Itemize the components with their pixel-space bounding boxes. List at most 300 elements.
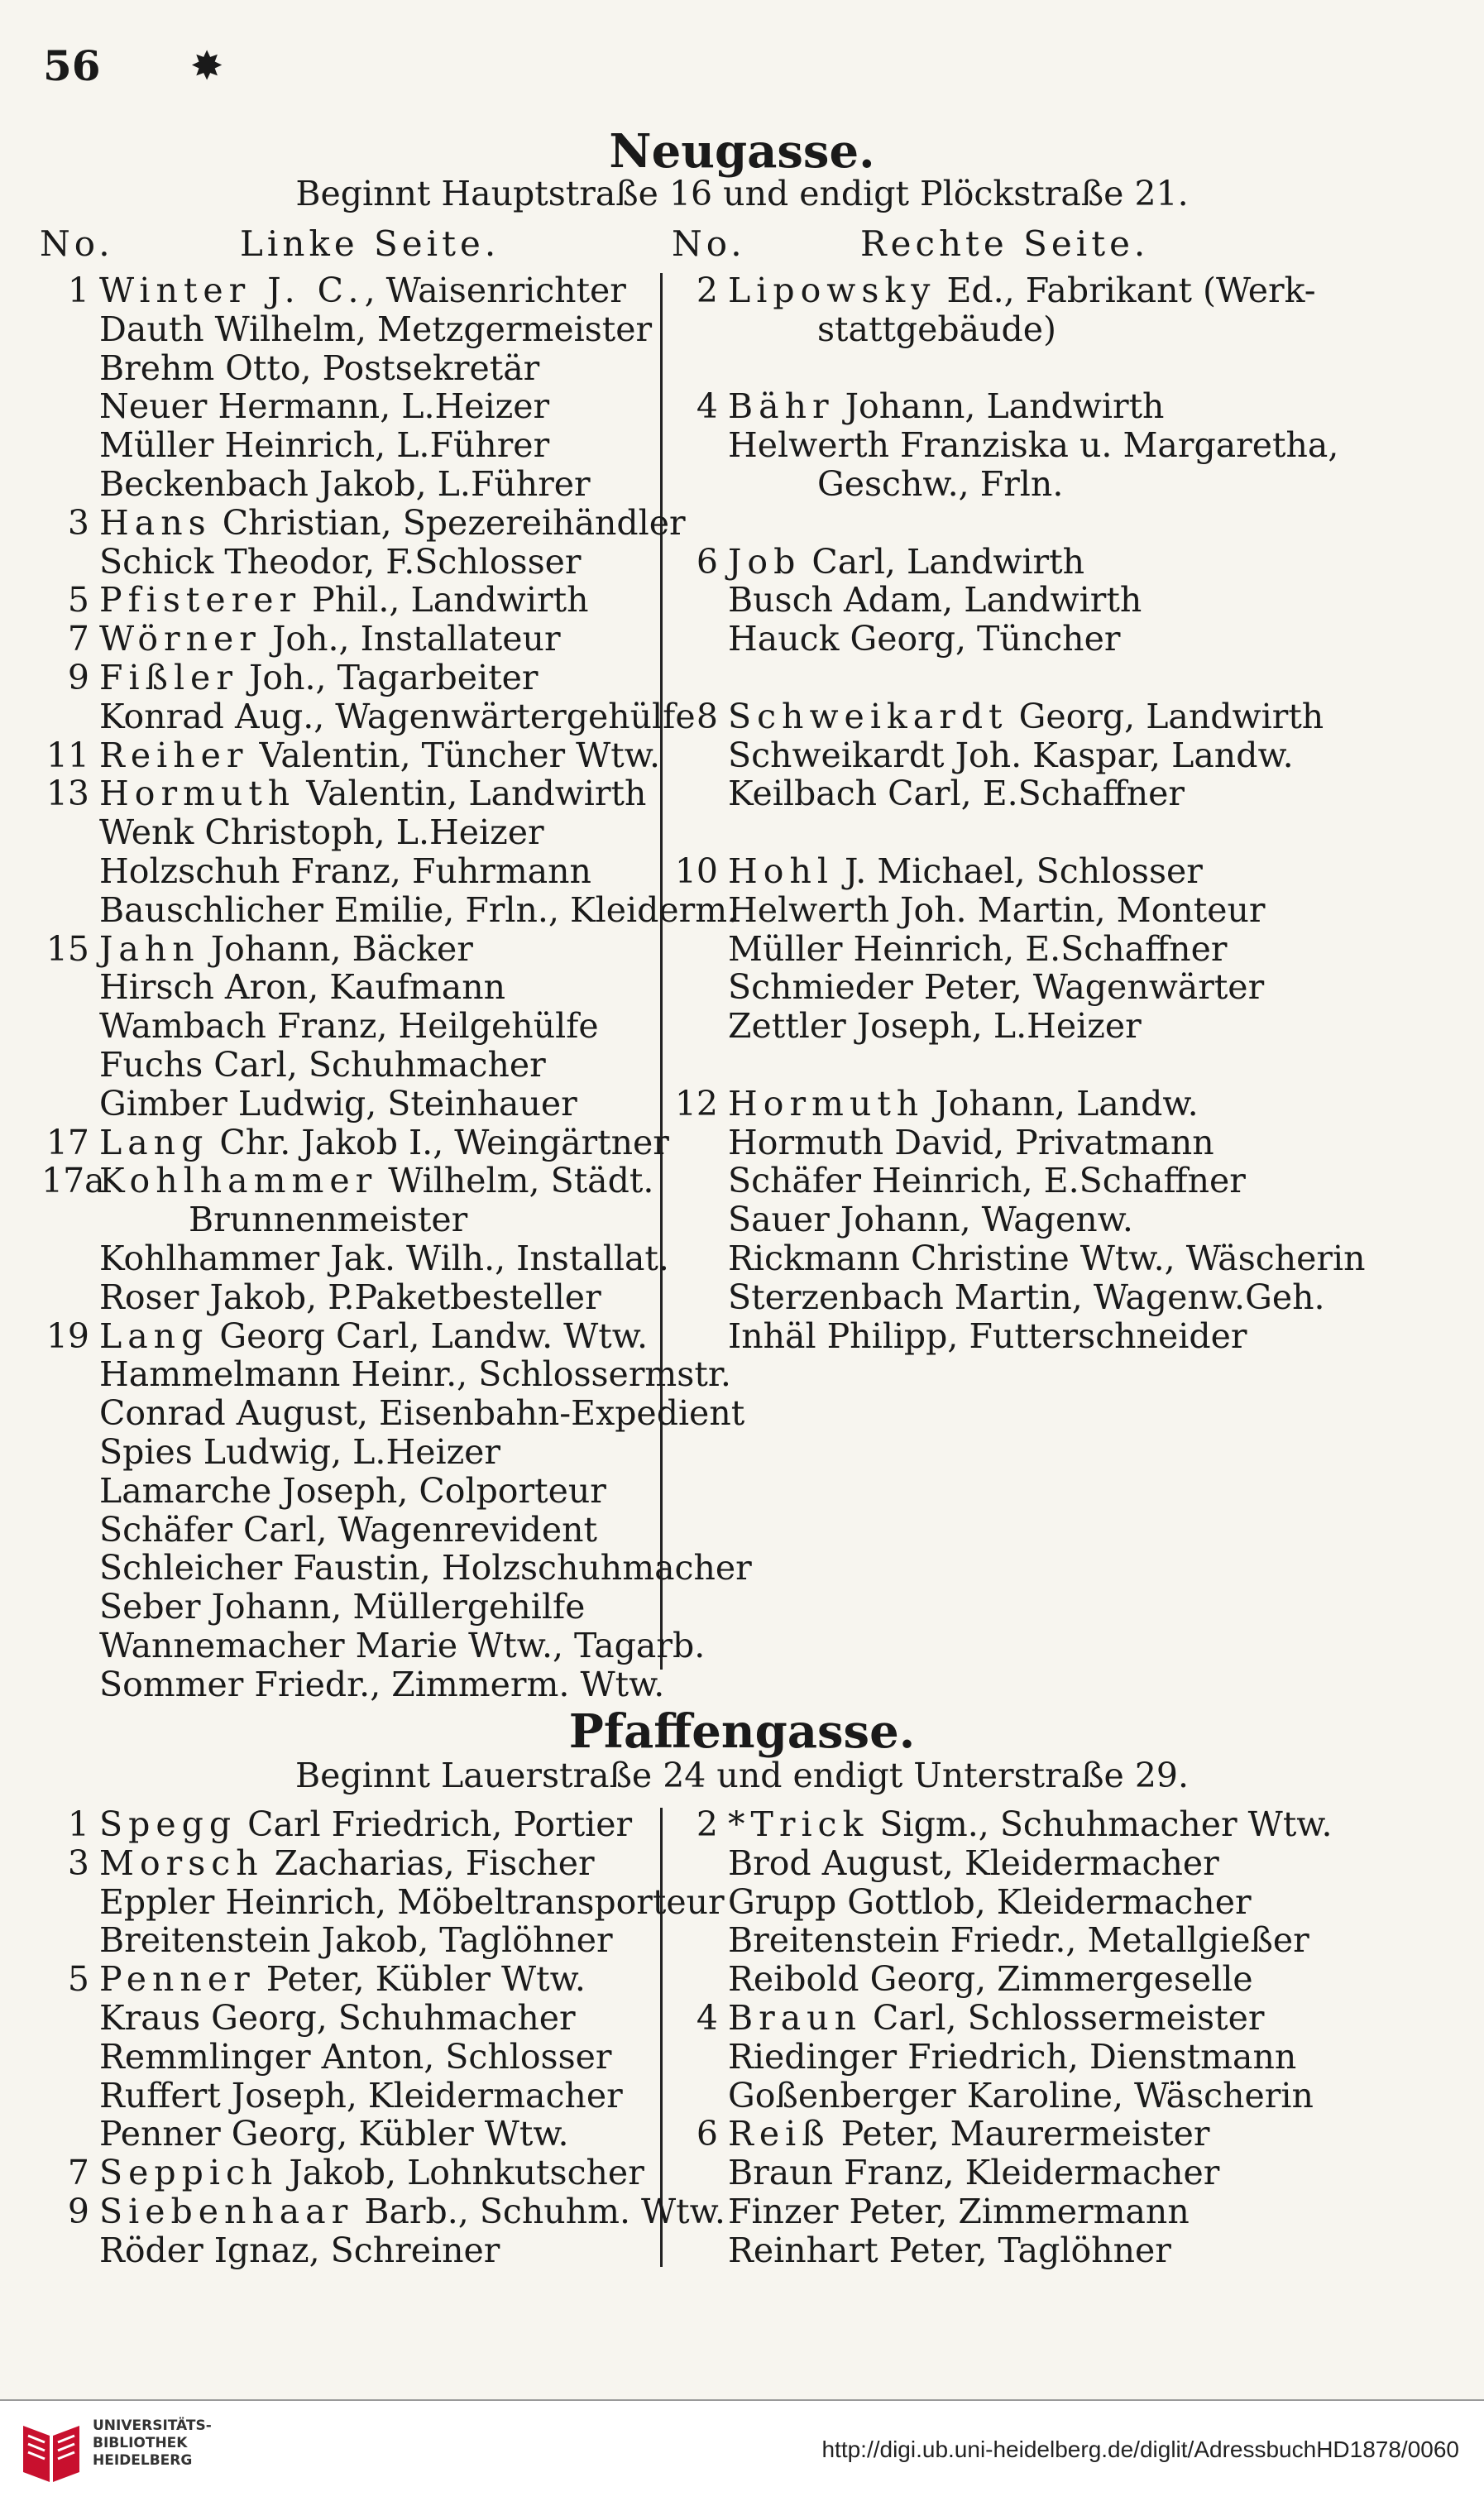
entry-row — [670, 891, 1366, 930]
resident-entry — [718, 387, 1164, 426]
owner-name: Reiher — [99, 735, 249, 775]
resident-entry — [89, 504, 686, 543]
resident-details: Geschw., Frln. — [817, 463, 1064, 504]
entry-row — [41, 310, 752, 349]
house-number: 10 — [674, 851, 718, 891]
resident-details: Wambach Franz, Heilgehülfe — [99, 1006, 599, 1047]
owner-name: Hormuth — [728, 1083, 925, 1124]
owner-name: *Trick — [728, 1804, 869, 1844]
resident-entry — [89, 271, 626, 310]
resident-details: Müller Heinrich, E.Schaffner — [728, 928, 1228, 969]
resident-entry — [89, 620, 561, 659]
house-number: 6 — [696, 541, 718, 582]
owner-name: Spegg — [99, 1804, 237, 1844]
resident-entry — [718, 1921, 1309, 1960]
resident-entry — [89, 1665, 664, 1704]
resident-details: Busch Adam, Landwirth — [728, 580, 1142, 621]
house-number — [41, 2115, 89, 2154]
house-number — [670, 968, 718, 1007]
resident-entry — [89, 1278, 601, 1317]
entry-row — [670, 930, 1366, 969]
entry-row — [670, 1960, 1333, 1999]
ornament-icon: ✸ — [190, 43, 224, 89]
owner-name: Siebenhaar — [99, 2191, 354, 2231]
entry-row — [670, 2192, 1333, 2231]
entry-row — [41, 1665, 752, 1704]
entry-row — [670, 697, 1366, 736]
pfaffengasse-left-list — [41, 1805, 725, 2270]
house-number — [670, 581, 718, 620]
house-number — [41, 1472, 89, 1511]
resident-details: stattgebäude) — [817, 309, 1057, 349]
resident-entry — [89, 1046, 546, 1085]
entry-row — [41, 930, 752, 969]
resident-details: Holzschuh Franz, Fuhrmann — [99, 851, 591, 891]
resident-entry — [89, 1883, 725, 1922]
house-number — [670, 1046, 718, 1085]
resident-entry — [718, 1999, 1264, 2038]
owner-name: Seppich — [99, 2153, 279, 2193]
house-number — [670, 2192, 718, 2231]
house-number — [41, 310, 89, 349]
resident-entry — [718, 581, 1142, 620]
resident-details: Reinhart Peter, Taglöhner — [728, 2230, 1171, 2270]
resident-entry — [89, 774, 646, 813]
entry-row — [41, 504, 752, 543]
resident-entry — [718, 504, 728, 543]
resident-entry — [89, 426, 549, 465]
house-number — [41, 1085, 89, 1124]
resident-entry — [89, 2115, 569, 2154]
resident-entry — [89, 1162, 653, 1200]
house-number — [670, 1124, 718, 1162]
house-number — [41, 1627, 89, 1665]
house-number: 19 — [45, 1315, 89, 1356]
resident-details: Goßenberger Karoline, Wäscherin — [728, 2075, 1314, 2115]
resident-details: Kohlhammer Jak. Wilh., Installat. — [99, 1238, 669, 1278]
resident-details: Phil., Landwirth — [301, 580, 589, 621]
resident-entry — [718, 968, 1264, 1007]
entry-row — [41, 271, 752, 310]
resident-entry — [718, 1200, 1133, 1239]
resident-entry — [89, 1239, 669, 1278]
entry-row — [670, 387, 1366, 426]
resident-details: Sterzenbach Martin, Wagenw.Geh. — [728, 1277, 1325, 1317]
resident-entry — [89, 852, 591, 891]
resident-entry — [89, 1355, 731, 1394]
entry-row — [41, 581, 752, 620]
owner-name: Penner — [99, 1959, 256, 2000]
resident-entry — [718, 1046, 728, 1085]
resident-entry — [718, 271, 1316, 310]
resident-details: Wannemacher Marie Wtw., Tagarb. — [99, 1625, 706, 1665]
entry-row — [670, 1162, 1366, 1200]
resident-entry — [89, 1844, 595, 1883]
resident-entry — [89, 1511, 597, 1550]
owner-name: Lipowsky — [728, 271, 936, 310]
resident-entry — [89, 465, 591, 504]
resident-details: Eppler Heinrich, Möbeltransporteur — [99, 1881, 725, 1922]
resident-details: Helwerth Joh. Martin, Monteur — [728, 889, 1266, 930]
resident-details: Breitenstein Jakob, Taglöhner — [99, 1920, 613, 1961]
resident-entry — [89, 1472, 606, 1511]
column-header-left-side: Linke Seite. — [240, 223, 500, 264]
owner-name: Hans — [99, 502, 212, 543]
resident-entry — [718, 1805, 1333, 1844]
footer-divider — [0, 2399, 1484, 2401]
resident-details: Hauck Georg, Tüncher — [728, 619, 1121, 659]
resident-details: Valentin, Tüncher Wtw. — [248, 735, 660, 775]
entry-row — [670, 659, 1366, 697]
entry-row — [41, 1433, 752, 1472]
resident-details: Carl Friedrich, Portier — [237, 1804, 633, 1844]
entry-row — [670, 1921, 1333, 1960]
resident-details: Carl, Landwirth — [801, 541, 1085, 582]
resident-entry — [89, 1085, 577, 1124]
entry-row — [41, 736, 752, 775]
owner-name: Jahn — [99, 928, 200, 969]
house-number — [41, 1394, 89, 1433]
resident-entry — [89, 581, 588, 620]
resident-entry — [89, 1317, 648, 1356]
resident-details: Riedinger Friedrich, Dienstmann — [728, 2036, 1297, 2077]
entry-row — [41, 426, 752, 465]
entry-row — [670, 1200, 1366, 1239]
entry-row — [41, 349, 752, 388]
resident-entry — [718, 1162, 1246, 1200]
entry-row — [41, 813, 752, 852]
entry-row — [41, 697, 752, 736]
section-title-neugasse: Neugasse. — [609, 124, 875, 179]
resident-entry — [718, 2231, 1171, 2270]
entry-row — [670, 2154, 1333, 2192]
entry-row — [41, 1999, 725, 2038]
entry-row — [41, 1007, 752, 1046]
resident-details: Konrad Aug., Wagenwärtergehülfe — [99, 696, 696, 736]
entry-row — [41, 1085, 752, 1124]
house-number — [41, 2231, 89, 2270]
resident-entry — [718, 891, 1266, 930]
entry-row — [41, 2192, 725, 2231]
resident-details: Röder Ignaz, Schreiner — [99, 2230, 500, 2270]
owner-name: Reiß — [728, 2114, 831, 2154]
house-number: 6 — [696, 2114, 718, 2154]
resident-details: Hirsch Aron, Kaufmann — [99, 967, 506, 1008]
entry-row — [41, 1124, 752, 1162]
resident-details: Brunnenmeister — [189, 1200, 468, 1240]
section-subtitle-neugasse: Beginnt Hauptstraße 16 und endigt Plöckstraße 21. — [295, 174, 1189, 213]
entry-row — [41, 1162, 752, 1200]
resident-entry — [718, 2154, 1219, 2192]
entry-row — [41, 2115, 725, 2154]
house-number: 17a — [41, 1161, 105, 1201]
library-logo-icon — [17, 2417, 86, 2487]
resident-entry — [718, 426, 1338, 465]
entry-row — [41, 1883, 725, 1922]
resident-entry — [718, 930, 1227, 969]
resident-details: Dauth Wilhelm, Metzgermeister — [99, 309, 653, 349]
resident-details: Roser Jakob, P.Paketbesteller — [99, 1277, 601, 1317]
house-number — [670, 1960, 718, 1999]
resident-entry — [89, 930, 473, 969]
resident-details: Joh., Installateur — [261, 619, 561, 659]
resident-entry — [89, 659, 538, 697]
resident-details: Joh., Tagarbeiter — [237, 657, 539, 697]
entry-row — [41, 891, 752, 930]
owner-name: Wörner — [99, 619, 261, 659]
resident-entry — [89, 697, 696, 736]
house-number — [670, 1921, 718, 1960]
house-number — [41, 1278, 89, 1317]
entry-row — [670, 1805, 1333, 1844]
house-number — [41, 697, 89, 736]
resident-details: Sigm., Schuhmacher Wtw. — [869, 1804, 1333, 1844]
resident-entry — [89, 2192, 725, 2231]
entry-row — [670, 1317, 1366, 1356]
house-number — [670, 1844, 718, 1883]
resident-details: Wenk Christoph, L.Heizer — [99, 812, 544, 853]
house-number — [41, 891, 89, 930]
entry-row — [670, 465, 1366, 504]
resident-details: Brod August, Kleidermacher — [728, 1842, 1219, 1883]
resident-entry — [89, 1007, 599, 1046]
entry-row — [41, 1394, 752, 1433]
owner-name: Lang — [99, 1122, 209, 1162]
house-number — [41, 1239, 89, 1278]
resident-entry — [718, 1883, 1252, 1922]
house-number — [670, 659, 718, 697]
resident-entry — [89, 2077, 623, 2115]
owner-name: Hohl — [728, 851, 834, 891]
entry-row — [670, 1883, 1333, 1922]
entry-row — [670, 504, 1366, 543]
resident-details: Georg, Landwirth — [1008, 696, 1324, 736]
entry-row — [41, 1511, 752, 1550]
entry-row — [670, 426, 1366, 465]
resident-entry — [718, 774, 1185, 813]
resident-details: Hormuth David, Privatmann — [728, 1122, 1214, 1162]
resident-details: Ed., Fabrikant (Werk- — [936, 271, 1316, 310]
owner-name: Schweikardt — [728, 696, 1008, 736]
house-number — [41, 1433, 89, 1472]
house-number — [41, 2077, 89, 2115]
entry-row — [41, 2154, 725, 2192]
resident-entry — [89, 1999, 576, 2038]
house-number — [41, 1549, 89, 1588]
logo-line: BIBLIOTHEK — [93, 2435, 188, 2451]
resident-entry — [89, 1805, 632, 1844]
entry-row — [670, 1007, 1366, 1046]
entry-row — [41, 1046, 752, 1085]
house-number: 4 — [696, 386, 718, 427]
resident-entry — [89, 1200, 467, 1239]
neugasse-left-list — [41, 271, 752, 1703]
house-number — [41, 349, 89, 388]
entry-row — [41, 2038, 725, 2077]
entry-row — [41, 1960, 725, 1999]
house-number — [670, 349, 718, 388]
resident-entry — [718, 736, 1294, 775]
resident-entry — [89, 1124, 669, 1162]
entry-row — [670, 968, 1366, 1007]
resident-entry — [89, 1960, 586, 1999]
house-number: 3 — [67, 1842, 89, 1883]
resident-entry — [89, 387, 549, 426]
resident-details: Johann, Landwirth — [834, 386, 1165, 427]
resident-details: Barb., Schuhm. Wtw. — [353, 2191, 725, 2231]
house-number — [41, 1921, 89, 1960]
resident-entry — [718, 310, 1056, 349]
house-number — [670, 2231, 718, 2270]
resident-details: Schick Theodor, F.Schlosser — [99, 541, 582, 582]
resident-details: Johann, Landw. — [924, 1083, 1199, 1124]
house-number: 4 — [696, 1997, 718, 2038]
house-number — [41, 852, 89, 891]
resident-details: Keilbach Carl, E.Schaffner — [728, 774, 1185, 814]
owner-name: Lang — [99, 1315, 209, 1356]
resident-details: Schäfer Carl, Wagenrevident — [99, 1509, 598, 1550]
source-url-link[interactable]: http://digi.ub.uni-heidelberg.de/diglit/AdressbuchHD1878/0060 — [821, 2437, 1459, 2462]
entry-row — [670, 2077, 1333, 2115]
entry-row — [41, 1239, 752, 1278]
resident-entry — [89, 736, 660, 775]
house-number — [670, 1200, 718, 1239]
house-number — [670, 736, 718, 775]
resident-details: Brehm Otto, Postsekretär — [99, 347, 540, 388]
house-number: 9 — [67, 657, 89, 697]
entry-row — [41, 2077, 725, 2115]
house-number: 1 — [67, 1804, 89, 1844]
house-number — [41, 1511, 89, 1550]
house-number — [41, 1200, 89, 1239]
house-number: 5 — [67, 580, 89, 621]
entry-row — [41, 1278, 752, 1317]
house-number: 3 — [67, 502, 89, 543]
house-number — [41, 426, 89, 465]
resident-details: Grupp Gottlob, Kleidermacher — [728, 1881, 1252, 1922]
house-number: 17 — [45, 1122, 89, 1162]
house-number: 2 — [696, 271, 718, 310]
entry-row — [670, 620, 1366, 659]
entry-row — [41, 774, 752, 813]
logo-line: UNIVERSITÄTS- — [93, 2417, 212, 2434]
resident-details: Sauer Johann, Wagenw. — [728, 1200, 1133, 1240]
entry-row — [41, 1627, 752, 1665]
entry-row — [670, 581, 1366, 620]
resident-details: Johann, Bäcker — [199, 928, 473, 969]
resident-details: Kraus Georg, Schuhmacher — [99, 1997, 576, 2038]
resident-details: Penner Georg, Kübler Wtw. — [99, 2114, 569, 2154]
resident-entry — [718, 659, 728, 697]
resident-entry — [718, 2115, 1210, 2154]
resident-details: Gimber Ludwig, Steinhauer — [99, 1083, 577, 1124]
resident-entry — [718, 2077, 1314, 2115]
entry-row — [41, 1921, 725, 1960]
house-number — [670, 465, 718, 504]
owner-name: Bähr — [728, 386, 835, 427]
resident-entry — [718, 1844, 1219, 1883]
house-number: 15 — [45, 928, 89, 969]
entry-row — [41, 968, 752, 1007]
column-header-no-left: No. — [40, 223, 114, 264]
resident-details: Schweikardt Joh. Kaspar, Landw. — [728, 735, 1294, 775]
resident-details: Jakob, Lohnkutscher — [278, 2153, 644, 2193]
resident-details: Neuer Hermann, L.Heizer — [99, 386, 550, 427]
pfaffengasse-right-list — [670, 1805, 1333, 2270]
resident-entry — [718, 813, 728, 852]
house-number — [670, 1278, 718, 1317]
resident-details: J. Michael, Schlosser — [833, 851, 1203, 891]
entry-row — [670, 2115, 1333, 2154]
resident-details: Christian, Spezereihändler — [211, 502, 686, 543]
entry-row — [670, 1046, 1366, 1085]
resident-entry — [89, 813, 544, 852]
house-number — [670, 2077, 718, 2115]
page-number: 56 — [43, 41, 101, 90]
resident-details: Bauschlicher Emilie, Frln., Kleiderm. — [99, 889, 739, 930]
entry-row — [670, 349, 1366, 388]
house-number: 2 — [696, 1804, 718, 1844]
owner-name: Job — [728, 541, 802, 582]
entry-row — [670, 774, 1366, 813]
house-number: 1 — [67, 271, 89, 310]
entry-row — [41, 1355, 752, 1394]
resident-entry — [718, 697, 1324, 736]
entry-row — [41, 1549, 752, 1588]
house-number — [670, 426, 718, 465]
resident-details: Beckenbach Jakob, L.Führer — [99, 463, 591, 504]
entry-row — [670, 813, 1366, 852]
resident-entry — [89, 1433, 500, 1472]
resident-entry — [718, 543, 1084, 582]
neugasse-right-list — [670, 271, 1366, 1355]
entry-row — [41, 1317, 752, 1356]
house-number — [670, 1239, 718, 1278]
resident-details: Zettler Joseph, L.Heizer — [728, 1006, 1142, 1047]
resident-details: Rickmann Christine Wtw., Wäscherin — [728, 1238, 1366, 1278]
column-header-right-side: Rechte Seite. — [860, 223, 1150, 264]
house-number — [41, 543, 89, 582]
entry-row — [41, 1588, 752, 1627]
entry-row — [41, 1844, 725, 1883]
resident-details: Schmieder Peter, Wagenwärter — [728, 967, 1265, 1008]
house-number — [670, 2038, 718, 2077]
resident-entry — [89, 2038, 612, 2077]
resident-details: Zacharias, Fischer — [263, 1842, 595, 1883]
entry-row — [41, 465, 752, 504]
entry-row — [670, 543, 1366, 582]
resident-details: Wilhelm, Städt. — [377, 1161, 654, 1201]
owner-name: Braun — [728, 1997, 862, 2038]
house-number — [41, 465, 89, 504]
entry-row — [41, 852, 752, 891]
resident-details: Inhäl Philipp, Futterschneider — [728, 1315, 1247, 1356]
resident-entry — [89, 349, 539, 388]
house-number: 7 — [67, 619, 89, 659]
entry-row — [41, 1472, 752, 1511]
house-number — [41, 1588, 89, 1627]
resident-details: Breitenstein Friedr., Metallgießer — [728, 1920, 1309, 1961]
resident-details: Spies Ludwig, L.Heizer — [99, 1431, 501, 1472]
resident-details: Fuchs Carl, Schuhmacher — [99, 1044, 546, 1085]
resident-entry — [718, 1960, 1253, 1999]
resident-details: Lamarche Joseph, Colporteur — [99, 1470, 606, 1511]
resident-entry — [89, 1549, 752, 1588]
owner-name: Kohlhammer — [99, 1161, 378, 1201]
entry-row — [670, 310, 1366, 349]
house-number: 11 — [45, 735, 89, 775]
house-number: 13 — [45, 774, 89, 814]
